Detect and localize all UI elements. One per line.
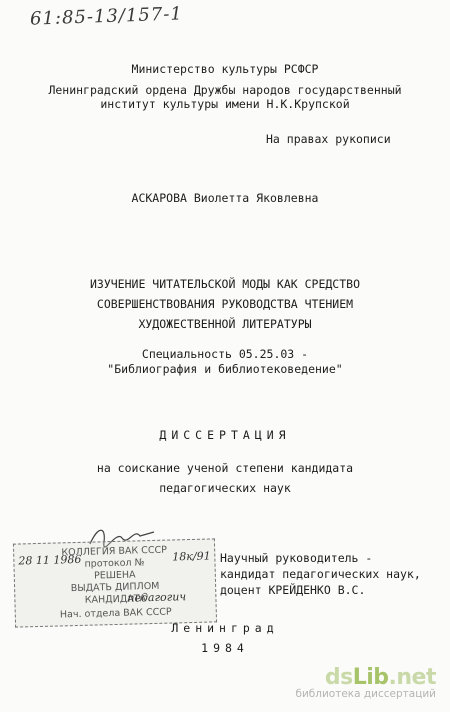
dslib-watermark <box>295 665 436 700</box>
stamp-hw-number: 18к/91 <box>172 549 211 564</box>
stamp-hw-field: педагогич <box>127 590 187 605</box>
title-line-1: ИЗУЧЕНИЕ ЧИТАТЕЛЬСКОЙ МОДЫ КАК СРЕДСТВО <box>89 277 361 291</box>
supervisor-line-3: доцент КРЕЙДЕНКО В.С. <box>220 583 366 597</box>
stamp-line-3: РЕШЕНА <box>93 569 136 582</box>
city: Ленинград <box>171 621 279 635</box>
degree-line-2: педагогических наук <box>159 481 291 495</box>
handwritten-code: 61:85-13/157-1 <box>29 3 184 30</box>
title-line-2: СОВЕРШЕНСТВОВАНИЯ РУКОВОДСТВА ЧТЕНИЕМ <box>96 297 354 311</box>
watermark-logo: dsLib.net <box>324 665 436 690</box>
stamp-line-4: ВЫДАТЬ ДИПЛОМ <box>70 580 160 595</box>
document-type: ДИССЕРТАЦИЯ <box>159 428 291 442</box>
degree-line-1: на соискание ученой степени кандидата <box>96 461 354 475</box>
vak-stamp <box>13 538 217 627</box>
specialty-line-1: Специальность 05.25.03 - <box>141 347 309 361</box>
stamp-hw-date: 28 11 1986 <box>18 552 82 568</box>
institute-line-2: институт культуры имени Н.К.Крупской <box>100 97 350 111</box>
institute-line-1: Ленинградский ордена Дружбы народов государственный <box>48 83 402 97</box>
title-line-3: ХУДОЖЕСТВЕННОЙ ЛИТЕРАТУРЫ <box>138 317 312 331</box>
year: 1984 <box>201 641 249 655</box>
stamp-line-1: КОЛЛЕГИЯ ВАК СССР <box>61 544 168 559</box>
ministry-line: Министерство культуры РСФСР <box>131 62 319 76</box>
rights-note: На правах рукописи <box>266 132 391 146</box>
author-name: АСКАРОВА Виолетта Яковлевна <box>131 191 319 205</box>
supervisor-line-1: Научный руководитель - <box>220 551 373 565</box>
supervisor-line-2: кандидат педагогических наук, <box>220 567 421 581</box>
stamp-line-2: протокол № <box>84 557 145 570</box>
specialty-line-2: "Библиография и библиотековедение" <box>107 362 343 376</box>
stamp-line-6: Нач. отдела ВАК СССР <box>59 606 172 621</box>
watermark-caption: библиотека диссертаций <box>295 688 436 700</box>
stamp-line-5: КАНДИДАТА <box>84 593 147 606</box>
